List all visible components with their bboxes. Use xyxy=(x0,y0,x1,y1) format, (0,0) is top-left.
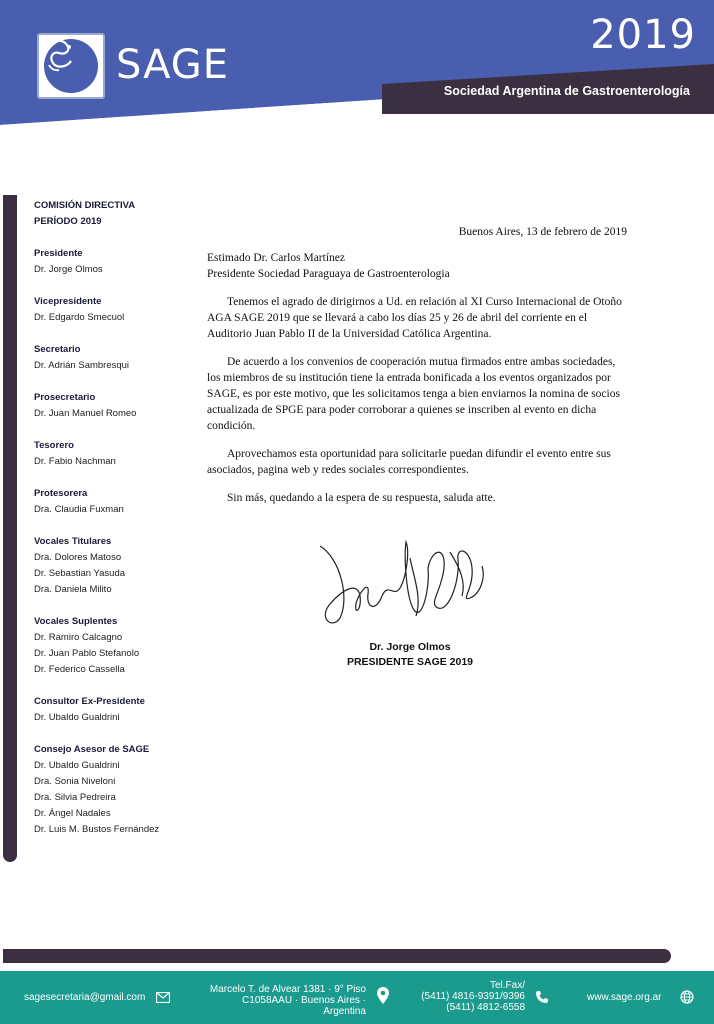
committee-member: Dr. Federico Cassella xyxy=(34,664,125,675)
directive-committee xyxy=(34,198,194,838)
envelope-icon xyxy=(156,992,170,1003)
handwritten-signature xyxy=(310,538,500,643)
recipient-name: Estimado Dr. Carlos Martínez xyxy=(207,252,345,264)
committee-group xyxy=(34,294,194,326)
committee-member: Dra. Sonia Niveloni xyxy=(34,776,116,787)
sidebar-accent-bar xyxy=(3,195,17,862)
committee-role: Vocales Suplentes xyxy=(34,616,118,627)
globe-icon xyxy=(680,990,694,1004)
phone-line-1: (5411) 4816-9391/9396 xyxy=(421,991,525,1002)
committee-member: Dr. Fabio Nachman xyxy=(34,456,116,467)
committee-group xyxy=(34,694,194,726)
committee-member: Dr. Ubaldo Gualdrini xyxy=(34,760,120,771)
committee-role: Prosecretario xyxy=(34,392,96,403)
letterhead-footer xyxy=(0,971,714,1024)
committee-member: Dr. Juan Manuel Romeo xyxy=(34,408,137,419)
committee-role: Vocales Titulares xyxy=(34,536,112,547)
committee-role: Presidente xyxy=(34,248,83,259)
committee-period: PERÍODO 2019 xyxy=(34,216,102,227)
brand-name: SAGE xyxy=(116,42,230,88)
footer-website: www.sage.org.ar xyxy=(587,992,662,1003)
committee-member: Dra. Daniela Milito xyxy=(34,584,112,595)
society-name: Sociedad Argentina de Gastroenterología xyxy=(443,84,690,98)
committee-role: Consejo Asesor de SAGE xyxy=(34,744,150,755)
recipient-title: Presidente Sociedad Paraguaya de Gastroenterologia xyxy=(207,268,450,280)
paragraph: Sin más, quedando a la espera de su respuesta, saluda atte. xyxy=(227,492,496,504)
footer-email: sagesecretaria@gmail.com xyxy=(24,992,146,1003)
committee-group xyxy=(34,742,194,838)
committee-member: Dra. Claudia Fuxman xyxy=(34,504,124,515)
committee-group xyxy=(34,246,194,278)
committee-group xyxy=(34,438,194,470)
committee-role: Tesorero xyxy=(34,440,74,451)
signature-block xyxy=(330,640,490,670)
committee-group xyxy=(34,342,194,374)
letter-date: Buenos Aires, 13 de febrero de 2019 xyxy=(458,226,627,238)
committee-member: Dr. Luis M. Bustos Fernández xyxy=(34,824,160,835)
footer-address xyxy=(200,984,366,1017)
committee-member: Dr. Juan Pablo Stefanolo xyxy=(34,648,140,659)
footer-accent-bar xyxy=(3,949,671,963)
sage-logo xyxy=(37,33,105,99)
signer-title: PRESIDENTE SAGE 2019 xyxy=(346,656,474,668)
committee-role: Secretario xyxy=(34,344,81,355)
committee-role: Consultor Ex-Presidente xyxy=(34,696,145,707)
address-line-2: C1058AAU · Buenos Aires · Argentina xyxy=(242,995,366,1017)
phone-label: Tel.Fax/ xyxy=(489,980,525,991)
committee-title: COMISIÓN DIRECTIVA xyxy=(34,200,136,211)
letter-body xyxy=(207,224,627,506)
phone-line-2: (5411) 4812-6558 xyxy=(446,1002,525,1013)
paragraph: De acuerdo a los convenios de cooperación mutua firmados entre ambas sociedades, los miembros de su institución tiene la entrada bonificada a los eventos organizados por SAGE, es por este motivo, que les solicitamos tenga a bien enviarnos la nomina de socios actualizada de SPGE para poder corroborar a quienes se inscriben al evento en dicha condición. xyxy=(207,356,620,432)
committee-member: Dra. Dolores Matoso xyxy=(34,552,122,563)
committee-group xyxy=(34,486,194,518)
committee-member: Dr. Sebastian Yasuda xyxy=(34,568,126,579)
header-year: 2019 xyxy=(590,12,696,58)
paragraph: Tenemos el agrado de dirigirnos a Ud. en relación al XI Curso Internacional de Otoño AGA SAGE 2019 que se llevará a cabo los días 25 y 26 de abril del corriente en el Auditorio Juan Pablo II de la Universidad Católica Argentina. xyxy=(207,296,622,340)
stomach-emblem-icon xyxy=(39,35,79,75)
signer-name: Dr. Jorge Olmos xyxy=(369,641,451,653)
location-pin-icon xyxy=(377,987,389,1005)
committee-member: Dr. Adrián Sambresqui xyxy=(34,360,130,371)
letterhead-header xyxy=(0,0,714,132)
paragraph: Aprovechamos esta oportunidad para solicitarle puedan difundir el evento entre sus asociados, pagina web y redes sociales correspondientes. xyxy=(207,448,611,476)
committee-member: Dr. Ubaldo Gualdrini xyxy=(34,712,120,723)
committee-group xyxy=(34,390,194,422)
committee-member: Dr. Ángel Nadales xyxy=(34,808,111,819)
committee-member: Dra. Silvia Pedreira xyxy=(34,792,116,803)
committee-group xyxy=(34,614,194,678)
address-line-1: Marcelo T. de Alvear 1381 · 9° Piso xyxy=(209,984,366,995)
committee-role: Vicepresidente xyxy=(34,296,102,307)
committee-member: Dr. Jorge Olmos xyxy=(34,264,103,275)
committee-member: Dr. Ramiro Calcagno xyxy=(34,632,123,643)
phone-icon xyxy=(535,990,549,1004)
committee-group xyxy=(34,534,194,598)
committee-role: Protesorera xyxy=(34,488,88,499)
footer-phone xyxy=(418,980,525,1013)
committee-member: Dr. Edgardo Smecuol xyxy=(34,312,125,323)
